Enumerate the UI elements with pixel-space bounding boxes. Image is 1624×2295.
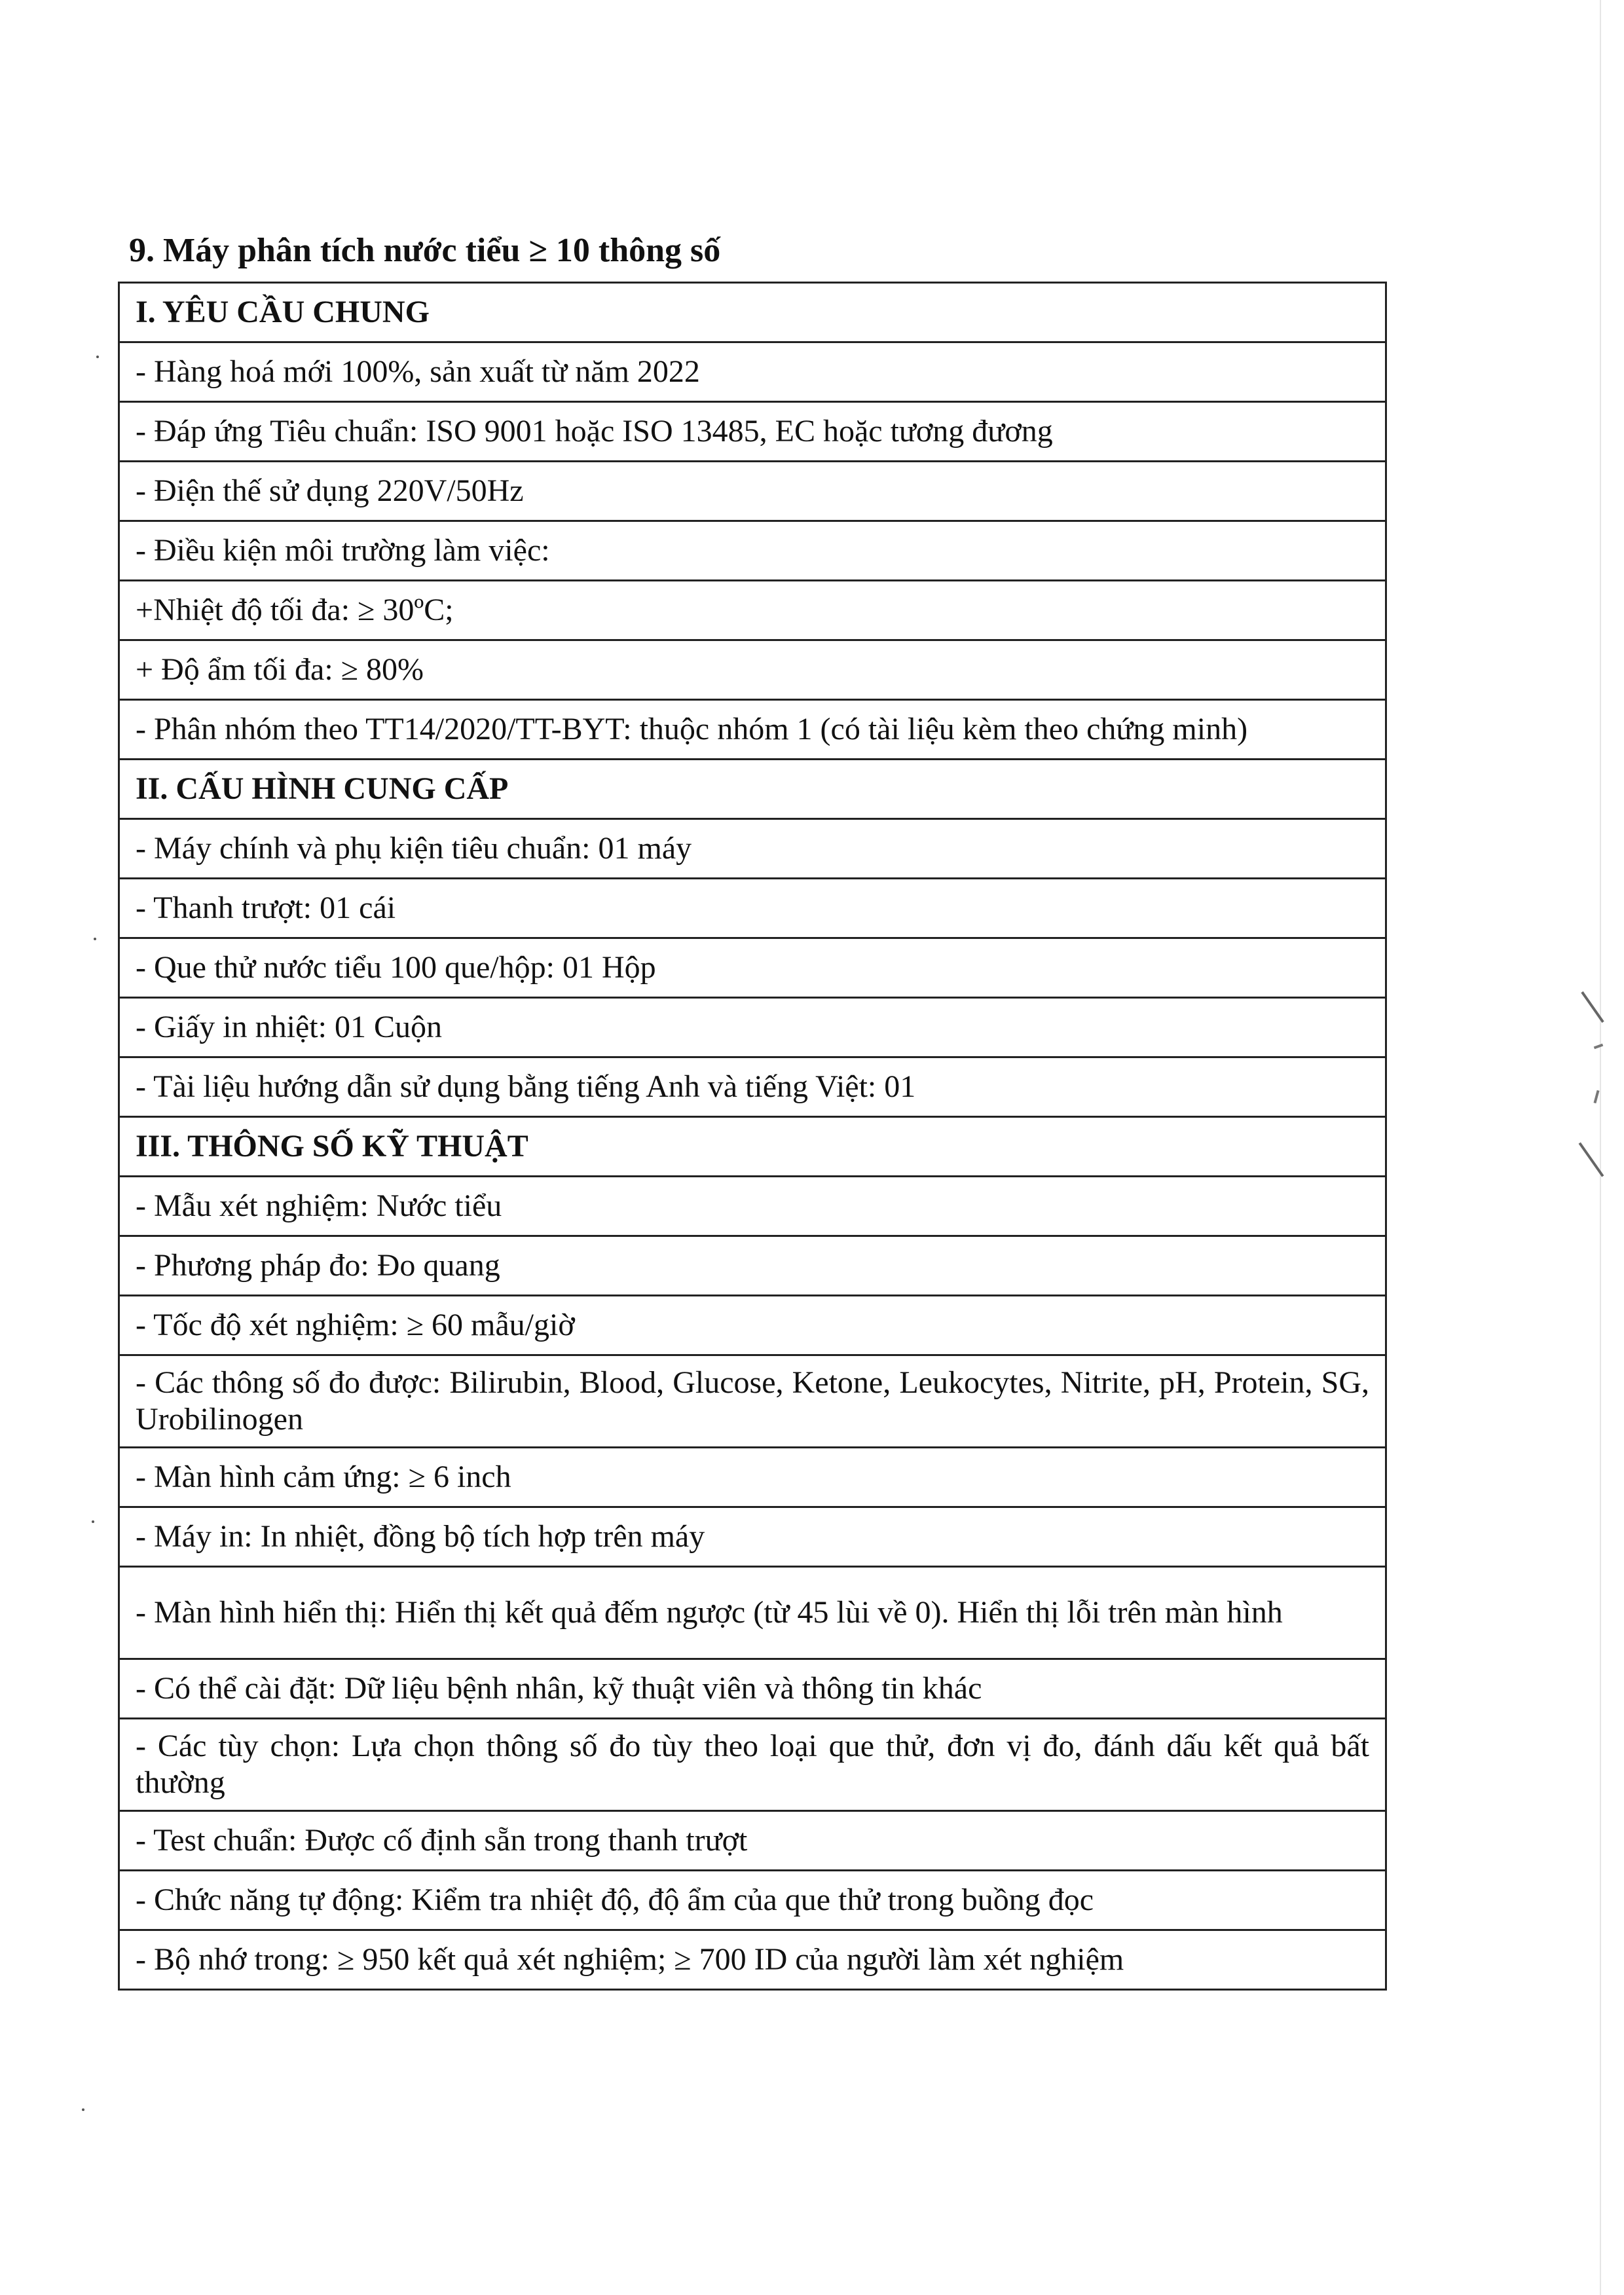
scan-speck [92, 1520, 94, 1523]
spec-item: - Các tùy chọn: Lựa chọn thông số đo tùy theo loại que thử, đơn vị đo, đánh dấu kết quả bất thường [119, 1719, 1386, 1811]
spec-item: - Màn hình hiển thị: Hiển thị kết quả đếm ngược (từ 45 lùi về 0). Hiển thị lỗi trên màn hình [119, 1567, 1386, 1659]
spec-item: - Hàng hoá mới 100%, sản xuất từ năm 2022 [119, 342, 1386, 402]
section-heading-row [119, 760, 1386, 819]
table-row [119, 700, 1386, 760]
document-title: 9. Máy phân tích nước tiểu ≥ 10 thông số [129, 232, 721, 269]
section-heading-configuration: II. CẤU HÌNH CUNG CẤP [119, 760, 1386, 819]
spec-item: - Điều kiện môi trường làm việc: [119, 521, 1386, 581]
spec-item: - Điện thế sử dụng 220V/50Hz [119, 462, 1386, 521]
edge-line [1600, 0, 1601, 2295]
spec-item: - Máy chính và phụ kiện tiêu chuẩn: 01 máy [119, 819, 1386, 879]
spec-item: - Phương pháp đo: Đo quang [119, 1236, 1386, 1296]
spec-item: - Có thể cài đặt: Dữ liệu bệnh nhân, kỹ thuật viên và thông tin khác [119, 1659, 1386, 1719]
table-row [119, 1811, 1386, 1871]
table-row [119, 1448, 1386, 1507]
table-row [119, 1719, 1386, 1811]
section-heading-row [119, 1117, 1386, 1177]
spec-item: - Giấy in nhiệt: 01 Cuộn [119, 998, 1386, 1057]
scan-speck [96, 356, 99, 358]
spec-item: - Tốc độ xét nghiệm: ≥ 60 mẫu/giờ [119, 1296, 1386, 1355]
spec-item: - Phân nhóm theo TT14/2020/TT-BYT: thuộc nhóm 1 (có tài liệu kèm theo chứng minh) [119, 700, 1386, 760]
table-row [119, 402, 1386, 462]
spec-item: - Chức năng tự động: Kiểm tra nhiệt độ, độ ẩm của que thử trong buồng đọc [119, 1871, 1386, 1930]
table-row [119, 1567, 1386, 1659]
table-row [119, 521, 1386, 581]
spec-item: - Tài liệu hướng dẫn sử dụng bằng tiếng Anh và tiếng Việt: 01 [119, 1057, 1386, 1117]
table-row [119, 998, 1386, 1057]
section-heading-specifications: III. THÔNG SỐ KỸ THUẬT [119, 1117, 1386, 1177]
table-row [119, 1057, 1386, 1117]
spec-item: - Mẫu xét nghiệm: Nước tiểu [119, 1177, 1386, 1236]
table-row [119, 1177, 1386, 1236]
spec-item: - Màn hình cảm ứng: ≥ 6 inch [119, 1448, 1386, 1507]
binding-mark [1593, 1090, 1599, 1103]
scan-speck [94, 938, 96, 940]
table-row [119, 1507, 1386, 1567]
spec-item: +Nhiệt độ tối đa: ≥ 30ºC; [119, 581, 1386, 640]
spec-item: - Test chuẩn: Được cố định sẵn trong thanh trượt [119, 1811, 1386, 1871]
spec-table [118, 282, 1387, 1991]
spec-item: - Que thử nước tiểu 100 que/hộp: 01 Hộp [119, 938, 1386, 998]
binding-mark [1594, 1044, 1604, 1050]
spec-item: - Máy in: In nhiệt, đồng bộ tích hợp trên máy [119, 1507, 1386, 1567]
section-heading-row [119, 283, 1386, 342]
table-row [119, 819, 1386, 879]
table-row [119, 342, 1386, 402]
spec-item: + Độ ẩm tối đa: ≥ 80% [119, 640, 1386, 700]
table-row [119, 462, 1386, 521]
table-row [119, 1236, 1386, 1296]
table-row [119, 581, 1386, 640]
section-heading-general: I. YÊU CẦU CHUNG [119, 283, 1386, 342]
table-row [119, 1871, 1386, 1930]
spec-item: - Thanh trượt: 01 cái [119, 879, 1386, 938]
table-row [119, 879, 1386, 938]
table-row [119, 1930, 1386, 1990]
table-row [119, 938, 1386, 998]
table-row [119, 1355, 1386, 1448]
spec-item: - Các thông số đo được: Bilirubin, Blood, Glucose, Ketone, Leukocytes, Nitrite, pH, Protein, SG, Urobilinogen [119, 1355, 1386, 1448]
spec-item: - Đáp ứng Tiêu chuẩn: ISO 9001 hoặc ISO 13485, EC hoặc tương đương [119, 402, 1386, 462]
table-row [119, 640, 1386, 700]
table-row [119, 1659, 1386, 1719]
scan-speck [82, 2108, 84, 2111]
table-row [119, 1296, 1386, 1355]
spec-item: - Bộ nhớ trong: ≥ 950 kết quả xét nghiệm; ≥ 700 ID của người làm xét nghiệm [119, 1930, 1386, 1990]
